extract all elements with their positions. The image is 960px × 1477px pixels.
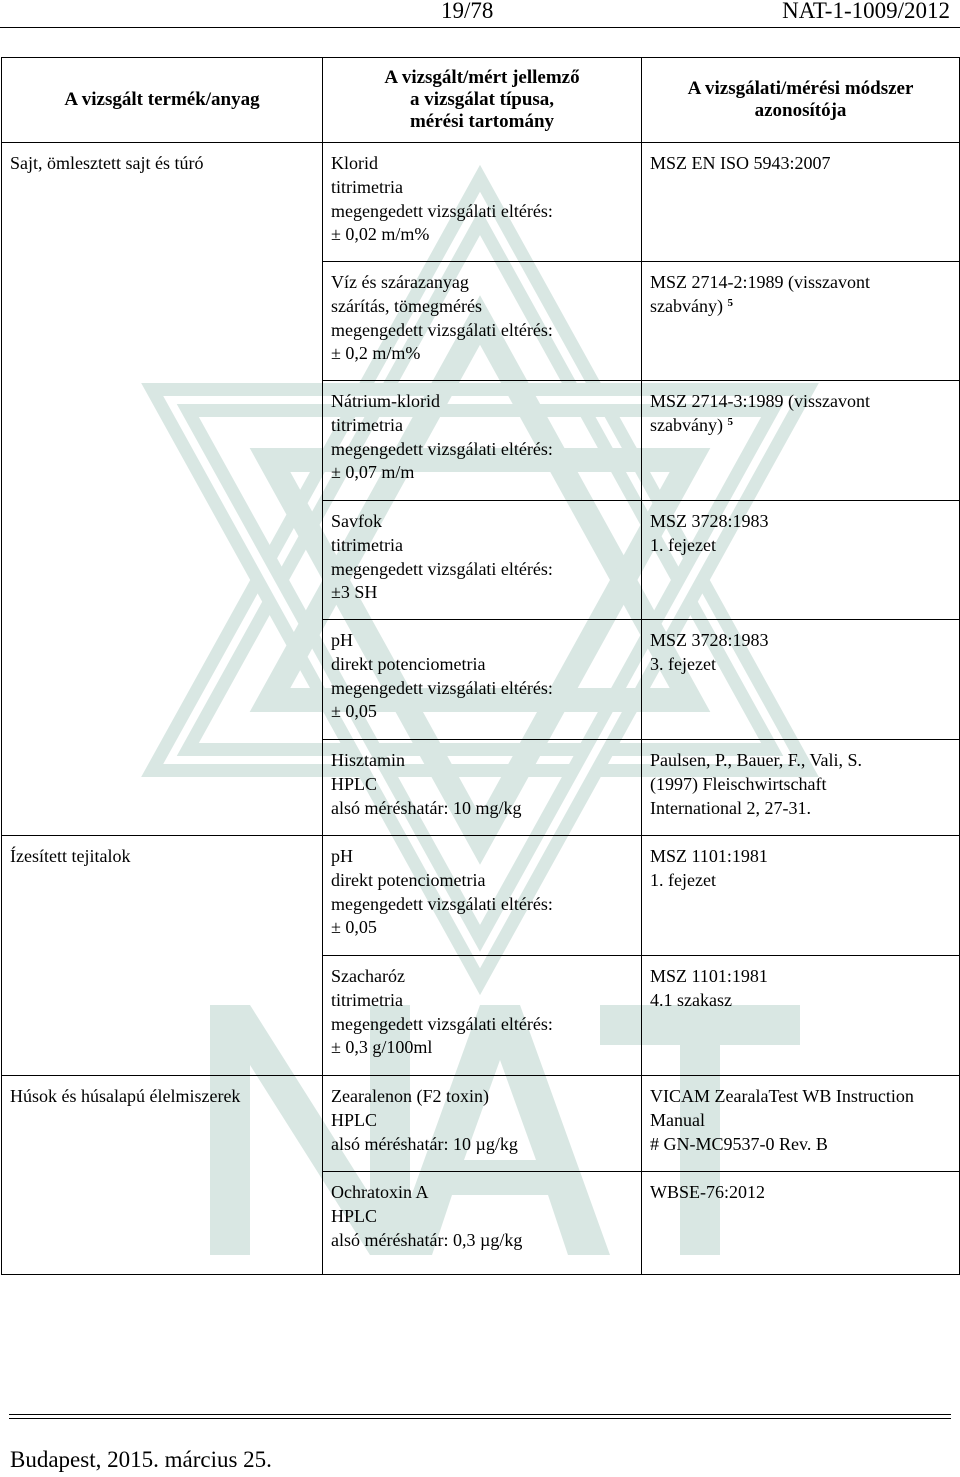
product-cell xyxy=(2,1172,323,1275)
characteristic-line: alsó méréshatár: 10 mg/kg xyxy=(331,797,522,818)
method-line: VICAM ZearalaTest WB Instruction xyxy=(650,1086,914,1106)
method-line: MSZ 2714-3:1989 (visszavont xyxy=(650,391,870,411)
characteristic-line: megengedett vizsgálati eltérés: xyxy=(331,200,553,221)
product-name: Ízesített tejitalok xyxy=(10,846,131,866)
table-row xyxy=(2,262,960,381)
method-line: MSZ 1101:1981 xyxy=(650,846,768,866)
characteristic-line: megengedett vizsgálati eltérés: xyxy=(331,438,553,459)
characteristic-cell xyxy=(323,381,642,501)
method-line: MSZ 3728:1983 xyxy=(650,630,769,650)
characteristic-line: titrimetria xyxy=(331,989,403,1010)
method-line: szabvány) $^5$ xyxy=(650,295,733,316)
footer-date: Budapest, 2015. március 25. xyxy=(10,1447,272,1472)
product-name: Húsok és húsalapú élelmiszerek xyxy=(10,1086,241,1106)
method-line: 3. fejezet xyxy=(650,653,716,674)
product-cell xyxy=(2,836,323,956)
method-cell xyxy=(642,1076,960,1172)
product-cell xyxy=(2,620,323,740)
product-name: Sajt, ömlesztett sajt és túró xyxy=(10,153,204,173)
footnote-marker: 5 xyxy=(727,296,733,309)
characteristic-line: HPLC xyxy=(331,773,378,794)
product-cell xyxy=(2,262,323,381)
table-row xyxy=(2,956,960,1076)
characteristic-line: szárítás, tömegmérés xyxy=(331,295,482,316)
characteristic-line: ± 0,2 m/m% xyxy=(331,343,421,364)
table-row xyxy=(2,381,960,501)
characteristic-line: megengedett vizsgálati eltérés: xyxy=(331,1013,553,1034)
characteristic-line: megengedett vizsgálati eltérés: xyxy=(331,893,553,914)
product-cell xyxy=(2,1076,323,1172)
accreditation-table xyxy=(1,57,960,1275)
characteristic-line: Szacharóz xyxy=(331,966,405,986)
characteristic-line: Nátrium-klorid xyxy=(331,391,440,411)
table-header-row xyxy=(2,58,960,143)
column-header-method: A vizsgálati/mérési módszer azonosítója xyxy=(642,58,960,143)
characteristic-line: ± 0,02 m/m% xyxy=(331,224,430,245)
table-row xyxy=(2,143,960,262)
table-row xyxy=(2,1172,960,1275)
method-line: Paulsen, P., Bauer, F., Vali, S. xyxy=(650,750,863,770)
method-cell xyxy=(642,956,960,1076)
method-cell xyxy=(642,836,960,956)
characteristic-line: megengedett vizsgálati eltérés: xyxy=(331,319,553,340)
product-cell xyxy=(2,956,323,1076)
characteristic-line: Klorid xyxy=(331,153,378,173)
page-number: 19/78 xyxy=(441,0,494,23)
method-cell xyxy=(642,501,960,620)
method-cell xyxy=(642,262,960,381)
characteristic-line: alsó méréshatár: 10 µg/kg xyxy=(331,1133,518,1154)
characteristic-line: HPLC xyxy=(331,1109,378,1130)
method-line: (1997) Fleischwirtschaft xyxy=(650,773,827,794)
method-line: MSZ EN ISO 5943:2007 xyxy=(650,153,831,173)
method-cell xyxy=(642,143,960,262)
method-cell xyxy=(642,740,960,836)
characteristic-line: megengedett vizsgálati eltérés: xyxy=(331,677,553,698)
method-line: # GN-MC9537-0 Rev. B xyxy=(650,1133,828,1154)
characteristic-line: HPLC xyxy=(331,1205,378,1226)
table-row xyxy=(2,501,960,620)
table-row xyxy=(2,1076,960,1172)
method-line: 4.1 szakasz xyxy=(650,989,732,1010)
characteristic-line: ± 0,05 xyxy=(331,917,377,938)
characteristic-cell xyxy=(323,956,642,1076)
characteristic-line: megengedett vizsgálati eltérés: xyxy=(331,558,553,579)
characteristic-line: direkt potenciometria xyxy=(331,653,486,674)
characteristic-line: Savfok xyxy=(331,511,382,531)
table-row xyxy=(2,836,960,956)
characteristic-line: pH xyxy=(331,846,353,866)
footnote-marker: 5 xyxy=(727,415,733,428)
characteristic-line: Víz és szárazanyag xyxy=(331,272,469,292)
footer-rule xyxy=(9,1414,951,1415)
characteristic-line: ± 0,3 g/100ml xyxy=(331,1037,433,1058)
characteristic-line: Hisztamin xyxy=(331,750,405,770)
characteristic-line: Zearalenon (F2 toxin) xyxy=(331,1086,489,1106)
product-cell xyxy=(2,740,323,836)
characteristic-line: ± 0,07 m/m xyxy=(331,462,415,483)
characteristic-line: titrimetria xyxy=(331,414,403,435)
characteristic-line: ± 0,05 xyxy=(331,701,377,722)
table-row xyxy=(2,620,960,740)
method-line: MSZ 2714-2:1989 (visszavont xyxy=(650,272,870,292)
characteristic-line: Ochratoxin A xyxy=(331,1182,429,1202)
characteristic-cell xyxy=(323,620,642,740)
table-row xyxy=(2,740,960,836)
method-line: MSZ 3728:1983 xyxy=(650,511,769,531)
characteristic-cell xyxy=(323,262,642,381)
characteristic-cell xyxy=(323,501,642,620)
characteristic-cell xyxy=(323,143,642,262)
column-header-characteristic: A vizsgált/mért jellemző a vizsgálat típusa, mérési tartomány xyxy=(323,58,642,143)
characteristic-line: pH xyxy=(331,630,353,650)
product-cell xyxy=(2,381,323,501)
document-id: NAT-1-1009/2012 xyxy=(782,0,950,23)
product-cell xyxy=(2,501,323,620)
header-rule xyxy=(0,27,960,28)
method-line: International 2, 27-31. xyxy=(650,797,811,818)
method-cell xyxy=(642,381,960,501)
method-line: szabvány) $^5$ xyxy=(650,414,733,435)
characteristic-cell xyxy=(323,740,642,836)
characteristic-line: alsó méréshatár: 0,3 µg/kg xyxy=(331,1229,523,1250)
characteristic-cell xyxy=(323,836,642,956)
method-cell xyxy=(642,620,960,740)
product-cell xyxy=(2,143,323,262)
characteristic-cell xyxy=(323,1172,642,1275)
method-cell xyxy=(642,1172,960,1275)
characteristic-line: titrimetria xyxy=(331,176,403,197)
characteristic-line: ±3 SH xyxy=(331,582,378,603)
method-line: Manual xyxy=(650,1109,705,1130)
characteristic-line: direkt potenciometria xyxy=(331,869,486,890)
characteristic-cell xyxy=(323,1076,642,1172)
footer-rule-double xyxy=(9,1418,951,1419)
method-line: WBSE-76:2012 xyxy=(650,1182,765,1202)
column-header-product: A vizsgált termék/anyag xyxy=(2,58,323,143)
method-line: 1. fejezet xyxy=(650,869,716,890)
characteristic-line: titrimetria xyxy=(331,534,403,555)
method-line: MSZ 1101:1981 xyxy=(650,966,768,986)
method-line: 1. fejezet xyxy=(650,534,716,555)
